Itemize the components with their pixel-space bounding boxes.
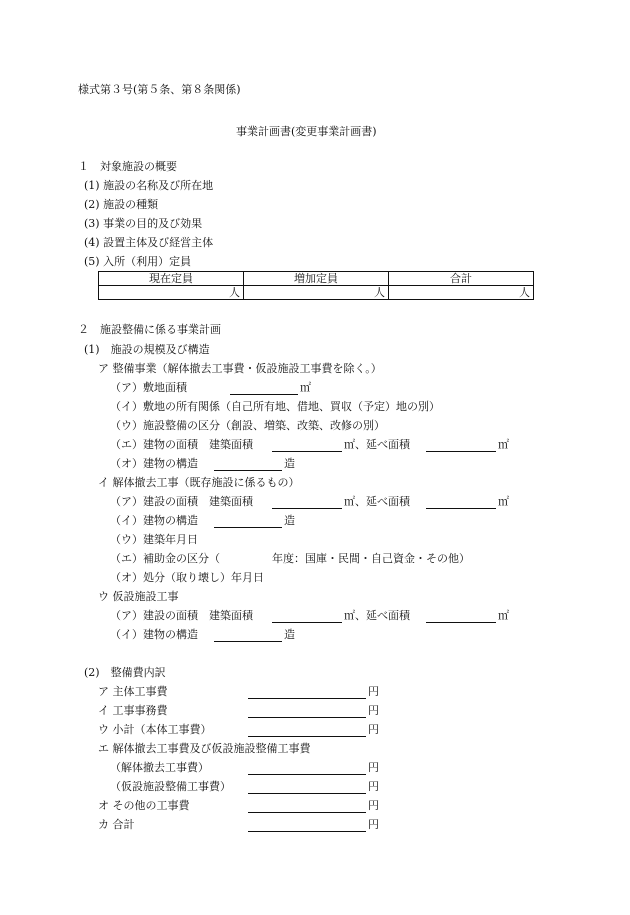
a5-structure-field[interactable]: [214, 458, 282, 471]
c2-structure: （イ）建物の構造: [110, 628, 198, 641]
structure-suffix: 造: [284, 514, 295, 527]
c1-building-area: （ア）建設の面積 建築面積: [110, 609, 253, 622]
current-capacity-cell[interactable]: 人: [99, 286, 244, 300]
b1-total-floor-area-field[interactable]: [426, 496, 496, 509]
section2-heading: ２ 施設整備に係る事業計画: [78, 323, 221, 336]
a4-total-floor-area-field[interactable]: [426, 439, 496, 452]
sqm-unit: ㎡: [498, 495, 509, 508]
cost-other: オ その他の工事費: [98, 799, 190, 812]
b2-structure-field[interactable]: [214, 515, 282, 528]
b3-construction-date: （ウ）建築年月日: [110, 533, 198, 546]
sqm-unit: ㎡: [498, 609, 509, 622]
capacity-table: [98, 271, 534, 300]
cost-total-field[interactable]: [248, 819, 366, 832]
c-heading: ウ 仮設施設工事: [98, 590, 179, 603]
yen-unit: 円: [368, 780, 379, 793]
sqm-unit: ㎡: [300, 381, 311, 394]
a5-structure: （オ）建物の構造: [110, 457, 198, 470]
section1-item-4: (4) 設置主体及び経営主体: [84, 236, 214, 249]
a4-building-area-field[interactable]: [272, 439, 342, 452]
a3-construction-type: （ウ）施設整備の区分（創設、増築、改築、改修の別）: [110, 419, 385, 432]
total-capacity-header: 合計: [389, 272, 534, 286]
sqm-total-label: ㎡、延べ面積: [344, 609, 410, 622]
sqm-unit: ㎡: [498, 438, 509, 451]
b4-subsidy-label: （エ）補助金の区分（: [110, 552, 220, 565]
section1-item-3: (3) 事業の目的及び効果: [84, 217, 203, 230]
added-capacity-header: 増加定員: [244, 272, 389, 286]
cost-office-expense: イ 工事事務費: [98, 704, 168, 717]
a-heading: ア 整備事業（解体撤去工事費・仮設施設工事費を除く。）: [98, 362, 382, 375]
cost-other-field[interactable]: [248, 800, 366, 813]
cost-main-construction-field[interactable]: [248, 686, 366, 699]
section2-sub2: (2) 整備費内訳: [84, 666, 166, 679]
yen-unit: 円: [368, 685, 379, 698]
yen-unit: 円: [368, 723, 379, 736]
section1-heading: １ 対象施設の概要: [78, 160, 177, 173]
yen-unit: 円: [368, 704, 379, 717]
yen-unit: 円: [368, 761, 379, 774]
section2-sub1: (1) 施設の規模及び構造: [84, 343, 210, 356]
section1-item-1: (1) 施設の名称及び所在地: [84, 179, 214, 192]
b5-disposal-date: （オ）処分（取り壊し）年月日: [110, 571, 264, 584]
cost-demolition: （解体撤去工事費）: [110, 761, 209, 774]
structure-suffix: 造: [284, 457, 295, 470]
cost-subtotal-field[interactable]: [248, 724, 366, 737]
a2-land-ownership: （イ）敷地の所有関係（自己所有地、借地、買収（予定）地の別）: [110, 400, 440, 413]
c2-structure-field[interactable]: [214, 629, 282, 642]
b1-building-area: （ア）建設の面積 建築面積: [110, 495, 253, 508]
cost-demolition-temporary: エ 解体撤去工事費及び仮設施設整備工事費: [98, 742, 311, 755]
b4-subsidy-options: 年度：国庫・民間・自己資金・その他）: [272, 552, 470, 565]
total-capacity-cell[interactable]: 人: [389, 286, 534, 300]
b-heading: イ 解体撤去工事（既存施設に係るもの）: [98, 476, 300, 489]
a1-site-area-field[interactable]: [230, 382, 298, 395]
cost-temporary-facility-field[interactable]: [248, 781, 366, 794]
b2-structure: （イ）建物の構造: [110, 514, 198, 527]
b1-building-area-field[interactable]: [272, 496, 342, 509]
cost-temporary-facility: （仮設施設整備工事費）: [110, 780, 231, 793]
sqm-total-label: ㎡、延べ面積: [344, 495, 410, 508]
c1-total-floor-area-field[interactable]: [426, 610, 496, 623]
cost-main-construction: ア 主体工事費: [98, 685, 168, 698]
structure-suffix: 造: [284, 628, 295, 641]
current-capacity-header: 現在定員: [99, 272, 244, 286]
cost-office-expense-field[interactable]: [248, 705, 366, 718]
document-title: 事業計画書(変更事業計画書): [236, 125, 377, 138]
form-number: 様式第３号(第５条、第８条関係): [78, 83, 241, 96]
sqm-total-label: ㎡、延べ面積: [344, 438, 410, 451]
yen-unit: 円: [368, 799, 379, 812]
section1-item-5: (5) 入所（利用）定員: [84, 255, 192, 268]
section1-item-2: (2) 施設の種類: [84, 198, 159, 211]
cost-subtotal: ウ 小計（本体工事費）: [98, 723, 212, 736]
a1-site-area: （ア）敷地面積: [110, 381, 187, 394]
a4-building-area: （エ）建物の面積 建築面積: [110, 438, 253, 451]
c1-building-area-field[interactable]: [272, 610, 342, 623]
added-capacity-cell[interactable]: 人: [244, 286, 389, 300]
cost-demolition-field[interactable]: [248, 762, 366, 775]
cost-total: カ 合計: [98, 818, 135, 831]
yen-unit: 円: [368, 818, 379, 831]
